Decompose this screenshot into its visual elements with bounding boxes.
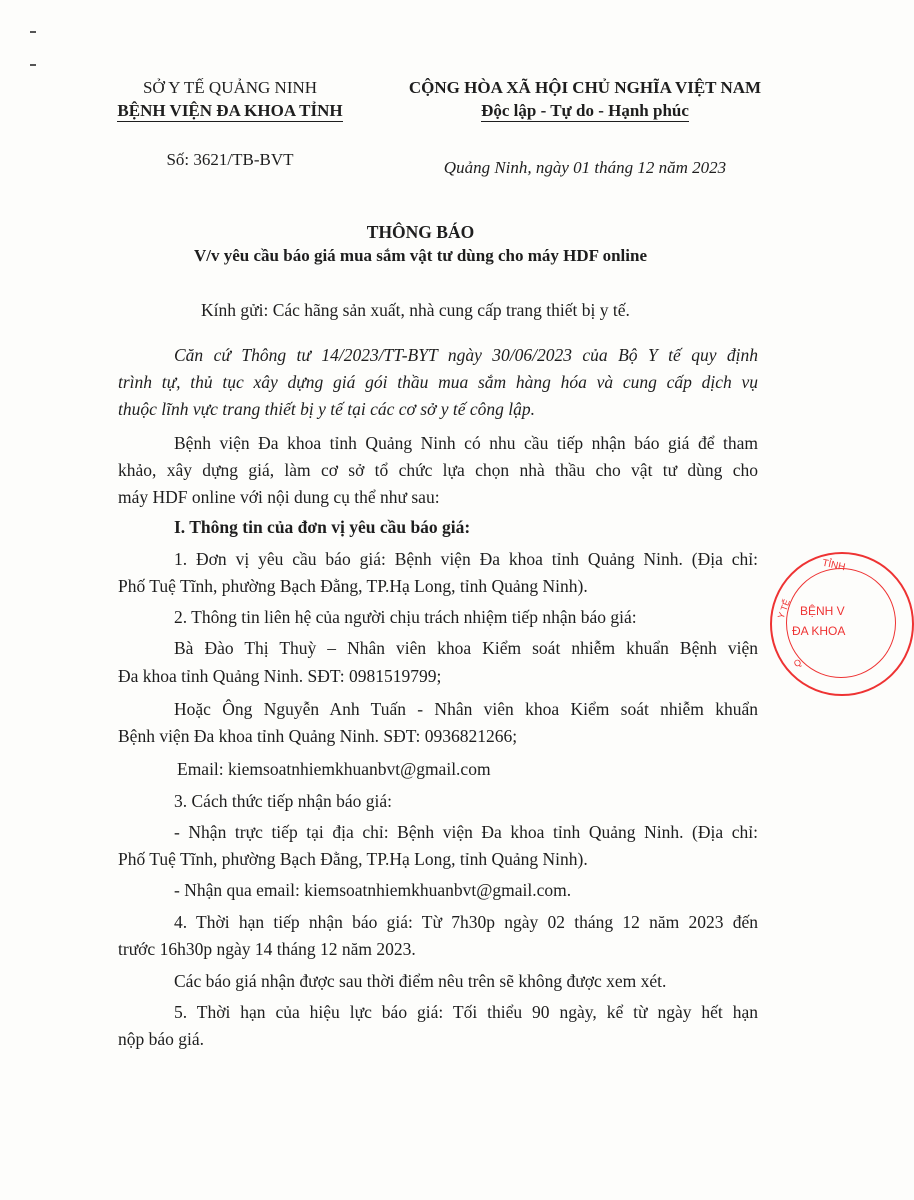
hospital-name: BỆNH VIỆN ĐA KHOA TỈNH — [117, 101, 343, 120]
recipient-line: Kính gửi: Các hãng sản xuất, nhà cung cấp trang thiết bị y tế. — [201, 300, 630, 320]
stamp-inner-ring — [786, 568, 896, 678]
stamp-side-text: Y TẾ — [775, 598, 792, 620]
email-line: Email: kiemsoatnhiemkhuanbvt@gmail.com — [177, 759, 491, 779]
ministry-name: SỞ Y TẾ QUẢNG NINH — [142, 78, 318, 97]
scan-mark — [30, 64, 36, 66]
basis-line-3: thuộc lĩnh vực trang thiết bị y tế tại các cơ sở y tế công lập. — [118, 399, 536, 419]
official-stamp — [770, 552, 914, 696]
intro-line-1: Bệnh viện Đa khoa tỉnh Quảng Ninh có nhu cầu tiếp nhận báo giá để tham — [174, 433, 758, 453]
direct-line-2: Phố Tuệ Tĩnh, phường Bạch Đằng, TP.Hạ Long, tỉnh Quảng Ninh). — [118, 849, 588, 869]
item-4-line-2: trước 16h30p ngày 14 tháng 12 năm 2023. — [118, 939, 416, 959]
stamp-bottom-text: Q — [791, 656, 804, 670]
document-date: Quảng Ninh, ngày 01 tháng 12 năm 2023 — [443, 158, 727, 177]
item-1-line-1: 1. Đơn vị yêu cầu báo giá: Bệnh viện Đa khoa tỉnh Quảng Ninh. (Địa chỉ: — [174, 549, 758, 569]
contact-2-line-1: Hoặc Ông Nguyễn Anh Tuấn - Nhân viên khoa Kiểm soát nhiễm khuẩn — [174, 699, 758, 719]
item-5-line-1: 5. Thời hạn của hiệu lực báo giá: Tối thiểu 90 ngày, kể từ ngày hết hạn — [174, 1002, 758, 1022]
intro-line-2: khảo, xây dựng giá, làm cơ sở tổ chức lựa chọn nhà thầu cho vật tư dùng cho — [118, 460, 758, 480]
late-note: Các báo giá nhận được sau thời điểm nêu trên sẽ không được xem xét. — [174, 971, 667, 991]
contact-1-line-1: Bà Đào Thị Thuỳ – Nhân viên khoa Kiểm soát nhiễm khuẩn Bệnh viện — [174, 638, 758, 658]
national-motto: Độc lập - Tự do - Hạnh phúc — [481, 101, 689, 120]
intro-line-3: máy HDF online với nội dung cụ thể như sau: — [118, 487, 440, 507]
item-5-line-2: nộp báo giá. — [118, 1029, 205, 1049]
stamp-top-text: TỈNH — [821, 557, 847, 574]
scan-mark — [30, 31, 36, 33]
document-number: Số: 3621/TB-BVT — [166, 150, 294, 169]
document-title: THÔNG BÁO — [366, 222, 475, 242]
document-subject: V/v yêu cầu báo giá mua sắm vật tư dùng cho máy HDF online — [193, 246, 648, 265]
country-name: CỘNG HÒA XÃ HỘI CHỦ NGHĨA VIỆT NAM — [408, 78, 762, 97]
via-email-line: - Nhận qua email: kiemsoatnhiemkhuanbvt@gmail.com. — [174, 880, 572, 900]
stamp-line-2: ĐA KHOA — [792, 624, 846, 638]
basis-line-1: Căn cứ Thông tư 14/2023/TT-BYT ngày 30/06/2023 của Bộ Y tế quy định — [174, 345, 758, 365]
stamp-line-1: BỆNH V — [800, 604, 845, 618]
item-3: 3. Cách thức tiếp nhận báo giá: — [174, 791, 392, 811]
contact-2-line-2: Bệnh viện Đa khoa tỉnh Quảng Ninh. SĐT: 0936821266; — [118, 726, 518, 746]
item-4-line-1: 4. Thời hạn tiếp nhận báo giá: Từ 7h30p ngày 02 tháng 12 năm 2023 đến — [174, 912, 758, 932]
direct-line-1: - Nhận trực tiếp tại địa chỉ: Bệnh viện Đa khoa tỉnh Quảng Ninh. (Địa chỉ: — [174, 822, 758, 842]
basis-line-2: trình tự, thủ tục xây dựng giá gói thầu mua sắm hàng hóa và cung cấp dịch vụ — [118, 372, 758, 392]
item-1-line-2: Phố Tuệ Tĩnh, phường Bạch Đằng, TP.Hạ Long, tỉnh Quảng Ninh). — [118, 576, 588, 596]
contact-1-line-2: Đa khoa tỉnh Quảng Ninh. SĐT: 0981519799; — [118, 666, 442, 686]
section-1-heading: I. Thông tin của đơn vị yêu cầu báo giá: — [174, 517, 471, 537]
item-2: 2. Thông tin liên hệ của người chịu trách nhiệm tiếp nhận báo giá: — [174, 607, 637, 627]
